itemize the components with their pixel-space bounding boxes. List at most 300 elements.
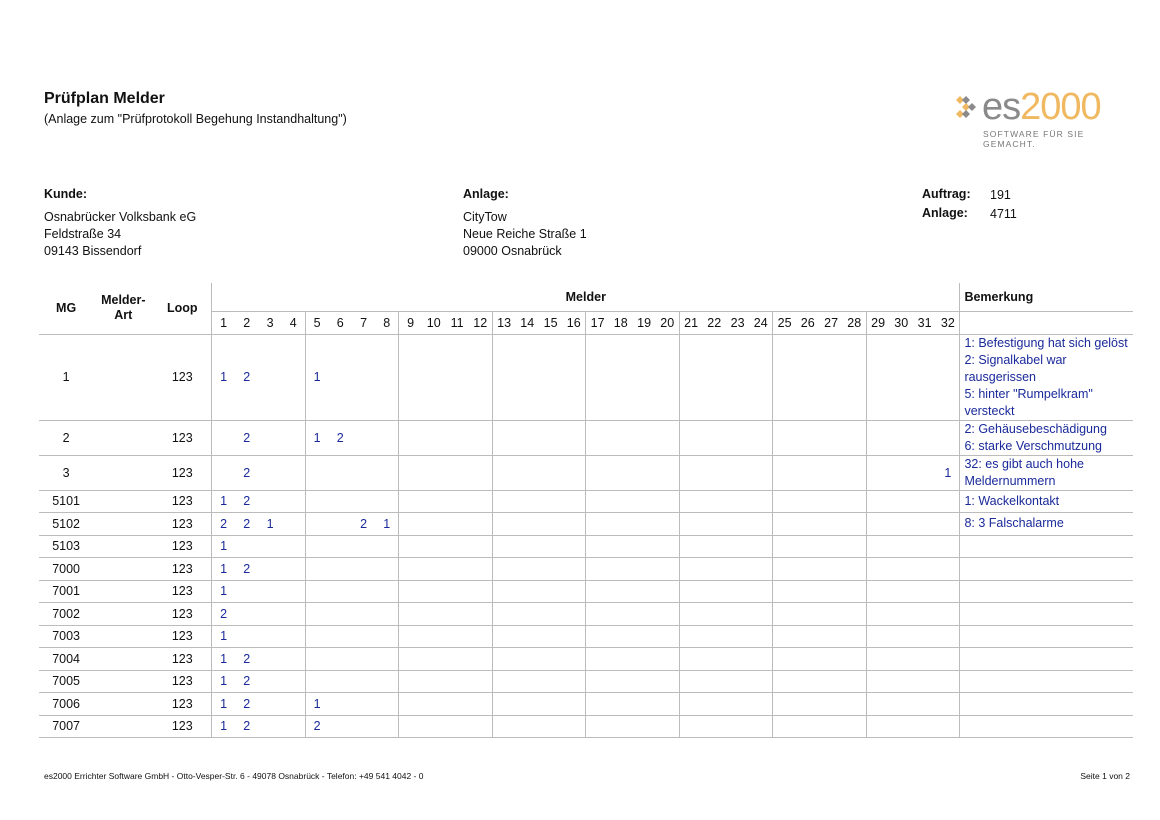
table-row (39, 693, 1133, 716)
melder-cell (632, 490, 655, 513)
melder-number-header: 24 (749, 312, 772, 335)
melder-cell (445, 693, 468, 716)
melder-cell (562, 420, 585, 455)
melder-cell (492, 603, 515, 626)
melder-cell (890, 535, 913, 558)
melder-cell (445, 648, 468, 671)
melder-cell (375, 455, 398, 490)
melder-cell (329, 648, 352, 671)
anlage-line: Neue Reiche Straße 1 (463, 227, 587, 241)
melder-cell (656, 625, 679, 648)
anlage-label: Anlage: (463, 187, 509, 201)
melder-cell (773, 580, 796, 603)
melder-cell (469, 513, 492, 536)
melder-cell (375, 625, 398, 648)
bemerkung-cell (960, 334, 1133, 420)
melder-cell (282, 334, 305, 420)
bemerkung-cell (960, 603, 1133, 626)
melder-cell (445, 625, 468, 648)
melder-cell (913, 558, 936, 581)
footer-page-number: Seite 1 von 2 (1080, 771, 1130, 781)
melder-cell (422, 513, 445, 536)
melder-cell (890, 715, 913, 738)
melder-cell (258, 625, 281, 648)
melder-cell (235, 535, 258, 558)
melder-cell (352, 670, 375, 693)
melder-cell (282, 670, 305, 693)
melder-cell (539, 603, 562, 626)
melder-cell (352, 490, 375, 513)
bemerkung-cell (960, 670, 1133, 693)
melder-cell (445, 490, 468, 513)
melder-cell (703, 558, 726, 581)
melder-cell (866, 455, 889, 490)
footer-company: es2000 Errichter Software GmbH - Otto-Vesper-Str. 6 - 49078 Osnabrück - Telefon: +49 541 4042 - 0 (44, 771, 424, 781)
melder-number-header: 23 (726, 312, 749, 335)
melder-cell (819, 334, 842, 420)
melder-cell (890, 648, 913, 671)
melder-cell (492, 625, 515, 648)
melder-cell (703, 625, 726, 648)
melder-cell: 1 (212, 535, 235, 558)
melder-number-header: 2 (235, 312, 258, 335)
melder-cell (913, 455, 936, 490)
melder-cell (796, 558, 819, 581)
melder-cell (609, 603, 632, 626)
melder-cell (726, 580, 749, 603)
melder-cell (539, 455, 562, 490)
melder-cell (890, 558, 913, 581)
melder-number-header: 31 (913, 312, 936, 335)
melder-cell (282, 558, 305, 581)
melder-cell (679, 625, 702, 648)
melder-cell (422, 693, 445, 716)
melder-cell: 1 (375, 513, 398, 536)
melder-cell (562, 715, 585, 738)
melder-cell (913, 513, 936, 536)
melder-cell (305, 670, 328, 693)
melder-cell (469, 670, 492, 693)
logo-diamonds-icon (956, 94, 982, 124)
melder-cell (703, 693, 726, 716)
melder-cell (866, 603, 889, 626)
table-row (39, 603, 1133, 626)
melder-cell (422, 603, 445, 626)
mg-cell: 7006 (39, 693, 93, 716)
melder-cell (609, 580, 632, 603)
melder-cell (469, 603, 492, 626)
melder-cell (562, 580, 585, 603)
melder-cell (632, 648, 655, 671)
melder-cell: 1 (305, 420, 328, 455)
melder-cell (375, 670, 398, 693)
anlage-line: 09000 Osnabrück (463, 244, 562, 258)
melder-cell (890, 490, 913, 513)
melder-cell (422, 420, 445, 455)
melder-art-cell (93, 455, 153, 490)
melder-art-cell (93, 420, 153, 455)
melder-cell (516, 648, 539, 671)
melder-cell (936, 670, 960, 693)
melder-cell (329, 558, 352, 581)
melder-cell (329, 670, 352, 693)
melder-cell (212, 455, 235, 490)
melder-cell (329, 693, 352, 716)
melder-cell (399, 334, 422, 420)
melder-cell: 1 (212, 715, 235, 738)
loop-cell: 123 (153, 420, 211, 455)
melder-cell (562, 535, 585, 558)
melder-cell (773, 625, 796, 648)
melder-cell: 2 (212, 513, 235, 536)
melder-cell (516, 670, 539, 693)
bemerkung-subheader (960, 312, 1133, 335)
melder-cell (469, 535, 492, 558)
melder-cell (516, 535, 539, 558)
melder-cell (726, 625, 749, 648)
melder-cell (632, 535, 655, 558)
melder-art-cell (93, 715, 153, 738)
melder-cell: 1 (212, 693, 235, 716)
bemerkung-line: 32: es gibt auch hohe Meldernummern (964, 456, 1084, 488)
melder-cell (609, 648, 632, 671)
melder-cell (469, 648, 492, 671)
melder-cell (749, 334, 772, 420)
table-row (39, 535, 1133, 558)
anlage-line: CityTow (463, 210, 507, 224)
melder-cell (586, 490, 609, 513)
melder-cell (890, 625, 913, 648)
loop-cell: 123 (153, 603, 211, 626)
melder-cell (399, 580, 422, 603)
melder-cell (819, 580, 842, 603)
melder-cell (843, 693, 866, 716)
melder-cell (843, 334, 866, 420)
melder-cell (586, 420, 609, 455)
melder-art-cell (93, 558, 153, 581)
melder-cell (773, 670, 796, 693)
bemerkung-line: 1: Befestigung hat sich gelöst (964, 335, 1128, 350)
melder-cell (632, 603, 655, 626)
melder-cell (936, 625, 960, 648)
melder-cell (352, 603, 375, 626)
loop-cell: 123 (153, 558, 211, 581)
melder-cell (632, 715, 655, 738)
melder-cell (492, 513, 515, 536)
melder-cell (773, 455, 796, 490)
melder-cell (352, 334, 375, 420)
melder-cell (749, 535, 772, 558)
melder-cell: 1 (258, 513, 281, 536)
melder-cell (562, 648, 585, 671)
melder-cell (703, 715, 726, 738)
melder-cell (258, 455, 281, 490)
melder-cell (796, 603, 819, 626)
table-row (39, 580, 1133, 603)
mg-cell: 7002 (39, 603, 93, 626)
logo-tagline: SOFTWARE FÜR SIE GEMACHT. (983, 129, 1085, 149)
melder-cell (375, 715, 398, 738)
melder-number-header: 29 (866, 312, 889, 335)
melder-art-cell (93, 603, 153, 626)
melder-cell (445, 558, 468, 581)
melder-art-cell (93, 580, 153, 603)
melder-cell (375, 558, 398, 581)
melder-cell (632, 693, 655, 716)
auftrag-anlage-value: 4711 (990, 207, 1017, 221)
melder-cell (866, 625, 889, 648)
melder-cell (632, 625, 655, 648)
melder-cell (399, 625, 422, 648)
auftrag-label: Auftrag: (922, 187, 971, 201)
melder-cell (258, 535, 281, 558)
kunde-address (44, 209, 196, 260)
melder-cell: 1 (936, 455, 960, 490)
melder-cell (352, 715, 375, 738)
melder-cell (656, 603, 679, 626)
mg-cell: 5101 (39, 490, 93, 513)
melder-cell (843, 625, 866, 648)
melder-cell (516, 715, 539, 738)
melder-cell (749, 648, 772, 671)
melder-cell (749, 580, 772, 603)
melder-cell (586, 625, 609, 648)
melder-cell (399, 455, 422, 490)
melder-cell (749, 603, 772, 626)
melder-number-header: 26 (796, 312, 819, 335)
melder-number-header: 16 (562, 312, 585, 335)
melder-cell (749, 715, 772, 738)
bemerkung-cell (960, 715, 1133, 738)
melder-cell (819, 648, 842, 671)
melder-cell (936, 715, 960, 738)
melder-cell (913, 693, 936, 716)
melder-art-cell (93, 490, 153, 513)
melder-cell (890, 580, 913, 603)
melder-cell (843, 535, 866, 558)
melder-cell (913, 535, 936, 558)
melder-cell (796, 670, 819, 693)
melder-cell (586, 513, 609, 536)
melder-cell (352, 455, 375, 490)
melder-cell (913, 670, 936, 693)
melder-cell (469, 715, 492, 738)
melder-number-header: 3 (258, 312, 281, 335)
melder-cell (305, 535, 328, 558)
melder-cell (632, 334, 655, 420)
loop-cell: 123 (153, 715, 211, 738)
melder-cell (679, 535, 702, 558)
melder-cell (422, 334, 445, 420)
melder-cell: 1 (212, 490, 235, 513)
melder-cell (703, 334, 726, 420)
melder-cell (726, 490, 749, 513)
bemerkung-cell (960, 535, 1133, 558)
melder-cell (258, 693, 281, 716)
melder-cell (632, 670, 655, 693)
melder-cell (679, 715, 702, 738)
melder-cell (469, 490, 492, 513)
melder-cell (422, 670, 445, 693)
melder-cell (516, 513, 539, 536)
melder-cell (516, 558, 539, 581)
melder-cell (819, 513, 842, 536)
melder-cell: 2 (305, 715, 328, 738)
melder-cell (282, 535, 305, 558)
bemerkung-cell (960, 693, 1133, 716)
melder-cell (866, 558, 889, 581)
page-subtitle: (Anlage zum "Prüfprotokoll Begehung Instandhaltung") (44, 112, 347, 126)
melder-cell (632, 455, 655, 490)
melder-cell (375, 535, 398, 558)
melder-cell (539, 625, 562, 648)
melder-cell (609, 715, 632, 738)
melder-cell (258, 490, 281, 513)
table-row (39, 513, 1133, 536)
melder-cell (258, 558, 281, 581)
loop-cell: 123 (153, 580, 211, 603)
melder-cell (445, 670, 468, 693)
melder-cell (305, 513, 328, 536)
melder-cell (913, 625, 936, 648)
melder-cell (305, 648, 328, 671)
melder-cell (749, 693, 772, 716)
melder-cell (492, 648, 515, 671)
melder-cell (726, 455, 749, 490)
melder-cell (843, 420, 866, 455)
melder-cell: 1 (305, 334, 328, 420)
melder-cell (445, 715, 468, 738)
melder-cell: 2 (235, 420, 258, 455)
melder-cell: 2 (235, 648, 258, 671)
melder-cell (632, 558, 655, 581)
melder-cell: 1 (305, 693, 328, 716)
melder-cell (516, 490, 539, 513)
melder-cell (352, 420, 375, 455)
melder-cell (819, 603, 842, 626)
melder-number-header: 15 (539, 312, 562, 335)
melder-cell (819, 558, 842, 581)
melder-cell (399, 535, 422, 558)
bemerkung-line: 5: hinter "Rumpelkram" versteckt (964, 386, 1093, 418)
melder-cell (796, 455, 819, 490)
melder-cell (679, 513, 702, 536)
melder-cell (235, 603, 258, 626)
melder-cell (422, 648, 445, 671)
melder-cell (609, 558, 632, 581)
melder-cell (679, 420, 702, 455)
melder-cell (796, 513, 819, 536)
melder-cell (726, 648, 749, 671)
melder-cell (492, 715, 515, 738)
melder-cell (843, 490, 866, 513)
melder-cell (399, 490, 422, 513)
melder-cell (469, 693, 492, 716)
melder-cell: 2 (352, 513, 375, 536)
melder-cell (609, 334, 632, 420)
melder-cell (819, 535, 842, 558)
melder-cell: 2 (235, 670, 258, 693)
melder-cell (679, 558, 702, 581)
melder-cell (749, 490, 772, 513)
melder-cell (329, 715, 352, 738)
company-logo (956, 86, 1136, 149)
melder-cell (586, 648, 609, 671)
bemerkung-cell (960, 420, 1133, 455)
col-header-melder: Melder (212, 283, 960, 312)
melder-cell (773, 334, 796, 420)
melder-cell (656, 535, 679, 558)
melder-cell (843, 648, 866, 671)
melder-cell (375, 580, 398, 603)
melder-cell (773, 513, 796, 536)
melder-cell (492, 490, 515, 513)
melder-cell (329, 334, 352, 420)
loop-cell: 123 (153, 535, 211, 558)
melder-cell (562, 490, 585, 513)
table-row (39, 670, 1133, 693)
melder-cell (329, 603, 352, 626)
melder-cell (936, 603, 960, 626)
bemerkung-cell (960, 625, 1133, 648)
melder-cell (516, 625, 539, 648)
melder-cell (679, 455, 702, 490)
melder-cell (258, 648, 281, 671)
melder-number-header: 9 (399, 312, 422, 335)
melder-cell (539, 670, 562, 693)
melder-cell (726, 334, 749, 420)
melder-cell (282, 648, 305, 671)
melder-cell (492, 558, 515, 581)
melder-cell (656, 490, 679, 513)
melder-cell (819, 490, 842, 513)
melder-cell (586, 535, 609, 558)
melder-cell (890, 670, 913, 693)
melder-cell (539, 558, 562, 581)
melder-cell (609, 625, 632, 648)
melder-cell (282, 625, 305, 648)
melder-cell (399, 558, 422, 581)
col-header-mg: MG (39, 283, 93, 334)
melder-cell (445, 535, 468, 558)
melder-cell (913, 334, 936, 420)
mg-cell: 7007 (39, 715, 93, 738)
melder-cell (796, 648, 819, 671)
melder-cell: 1 (212, 670, 235, 693)
melder-cell (913, 420, 936, 455)
melder-cell (796, 693, 819, 716)
melder-cell (749, 513, 772, 536)
melder-cell (749, 455, 772, 490)
melder-cell (609, 693, 632, 716)
melder-number-header: 4 (282, 312, 305, 335)
melder-number-header: 8 (375, 312, 398, 335)
melder-cell (282, 693, 305, 716)
bemerkung-cell (960, 490, 1133, 513)
melder-cell (866, 580, 889, 603)
table-row (39, 648, 1133, 671)
melder-cell (422, 625, 445, 648)
melder-cell (936, 513, 960, 536)
melder-cell (586, 455, 609, 490)
melder-cell (539, 693, 562, 716)
melder-number-header: 25 (773, 312, 796, 335)
melder-cell (586, 603, 609, 626)
melder-cell (936, 558, 960, 581)
melder-cell (656, 513, 679, 536)
melder-number-header: 30 (890, 312, 913, 335)
melder-cell (703, 670, 726, 693)
